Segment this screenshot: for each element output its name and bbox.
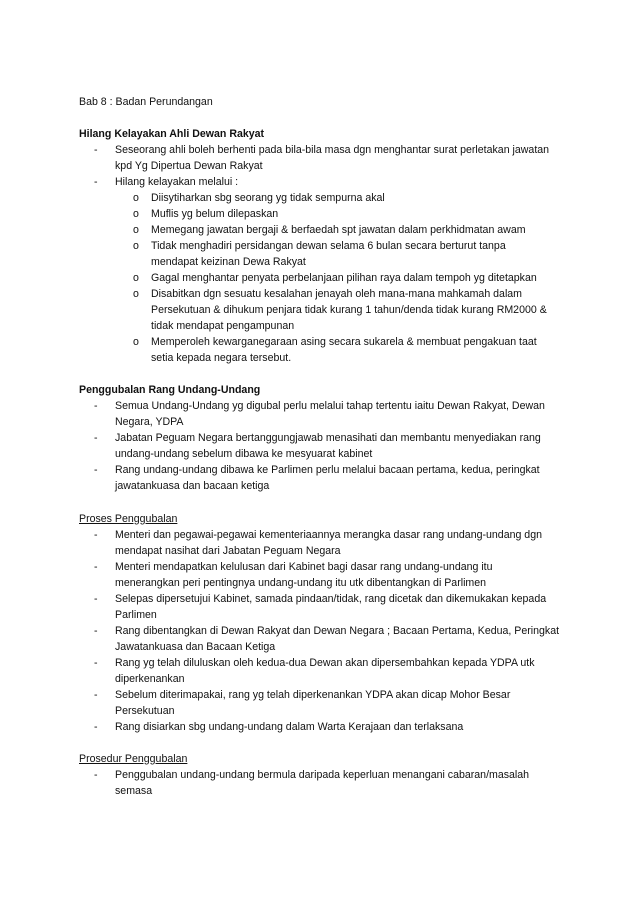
list-item: Sebelum diterimapakai, rang yg telah diperkenankan YDPA akan dicap Mohor Besar bbox=[115, 689, 511, 701]
sub-list-item: Memperoleh kewarganegaraan asing secara sukarela & membuat pengakuan taat bbox=[151, 336, 537, 348]
list-item: Penggubalan undang-undang bermula daripada keperluan menangani cabaran/masalah bbox=[115, 769, 530, 781]
section-heading-proses-penggubalan: Proses Penggubalan bbox=[79, 513, 178, 525]
list-item-continuation: undang-undang sebelum dibawa ke mesyuarat kabinet bbox=[115, 448, 373, 460]
sub-list-item-continuation: tidak mendapat pengampunan bbox=[151, 320, 295, 332]
list-item: Rang dibentangkan di Dewan Rakyat dan Dewan Negara ; Bacaan Pertama, Kedua, Peringkat bbox=[115, 625, 560, 637]
list-item-continuation: Parlimen bbox=[115, 609, 157, 621]
list-item-continuation: mendapat nasihat dari Jabatan Peguam Negara bbox=[115, 545, 341, 557]
sub-list-item: Gagal menghantar penyata perbelanjaan pilihan raya dalam tempoh yg ditetapkan bbox=[151, 272, 537, 284]
sub-list-item: Diisytiharkan sbg seorang yg tidak sempurna akal bbox=[151, 192, 385, 204]
list-item-continuation: menerangkan peri pentingnya undang-undang itu utk dibentangkan di Parlimen bbox=[115, 577, 487, 589]
bullet-circle: o bbox=[133, 288, 139, 300]
sub-list-item: Muflis yg belum dilepaskan bbox=[151, 208, 279, 220]
list-item: Hilang kelayakan melalui : bbox=[115, 176, 239, 188]
bullet-dash: - bbox=[94, 464, 98, 476]
list-item-continuation: Negara, YDPA bbox=[115, 416, 184, 428]
bullet-circle: o bbox=[133, 208, 139, 220]
sub-list-item-continuation: Persekutuan & dihukum penjara tidak kurang 1 tahun/denda tidak kurang RM2000 & bbox=[151, 304, 547, 316]
bullet-dash: - bbox=[94, 689, 98, 701]
bullet-dash: - bbox=[94, 625, 98, 637]
bullet-dash: - bbox=[94, 176, 98, 188]
bullet-dash: - bbox=[94, 657, 98, 669]
bullet-dash: - bbox=[94, 400, 98, 412]
bullet-circle: o bbox=[133, 272, 139, 284]
list-item-continuation: kpd Yg Dipertua Dewan Rakyat bbox=[115, 160, 263, 172]
list-item-continuation: Persekutuan bbox=[115, 705, 175, 717]
chapter-title: Bab 8 : Badan Perundangan bbox=[79, 96, 213, 108]
bullet-circle: o bbox=[133, 336, 139, 348]
bullet-circle: o bbox=[133, 192, 139, 204]
list-item-continuation: semasa bbox=[115, 785, 153, 797]
list-item-continuation: diperkenankan bbox=[115, 673, 185, 685]
list-item: Rang undang-undang dibawa ke Parlimen perlu melalui bacaan pertama, kedua, peringkat bbox=[115, 464, 540, 476]
list-item: Jabatan Peguam Negara bertanggungjawab menasihati dan membantu menyediakan rang bbox=[115, 432, 541, 444]
list-item: Menteri mendapatkan kelulusan dari Kabinet bagi dasar rang undang-undang itu bbox=[115, 561, 493, 573]
bullet-circle: o bbox=[133, 224, 139, 236]
list-item: Menteri dan pegawai-pegawai kementeriaannya merangka dasar rang undang-undang dgn bbox=[115, 529, 542, 541]
sub-list-item: Disabitkan dgn sesuatu kesalahan jenayah oleh mana-mana mahkamah dalam bbox=[151, 288, 523, 300]
section-heading-penggubalan-rang: Penggubalan Rang Undang-Undang bbox=[79, 384, 261, 396]
bullet-circle: o bbox=[133, 240, 139, 252]
bullet-dash: - bbox=[94, 721, 98, 733]
bullet-dash: - bbox=[94, 593, 98, 605]
section-heading-prosedur-penggubalan: Prosedur Penggubalan bbox=[79, 753, 188, 765]
bullet-dash: - bbox=[94, 144, 98, 156]
sub-list-item: Memegang jawatan bergaji & berfaedah spt jawatan dalam perkhidmatan awam bbox=[151, 224, 526, 236]
list-item-continuation: jawatankuasa dan bacaan ketiga bbox=[115, 480, 270, 492]
sub-list-item: Tidak menghadiri persidangan dewan selama 6 bulan secara berturut tanpa bbox=[151, 240, 506, 252]
list-item: Rang disiarkan sbg undang-undang dalam Warta Kerajaan dan terlaksana bbox=[115, 721, 464, 733]
list-item-continuation: Jawatankuasa dan Bacaan Ketiga bbox=[115, 641, 276, 653]
list-item: Semua Undang-Undang yg digubal perlu melalui tahap tertentu iaitu Dewan Rakyat, Dewan bbox=[115, 400, 545, 412]
section-heading-hilang-kelayakan: Hilang Kelayakan Ahli Dewan Rakyat bbox=[79, 128, 265, 140]
bullet-dash: - bbox=[94, 561, 98, 573]
list-item: Selepas dipersetujui Kabinet, samada pindaan/tidak, rang dicetak dan dikemukakan kepada bbox=[115, 593, 547, 605]
bullet-dash: - bbox=[94, 769, 98, 781]
sub-list-item-continuation: mendapat keizinan Dewa Rakyat bbox=[151, 256, 306, 268]
bullet-dash: - bbox=[94, 529, 98, 541]
list-item: Rang yg telah diluluskan oleh kedua-dua Dewan akan dipersembahkan kepada YDPA utk bbox=[115, 657, 535, 669]
bullet-dash: - bbox=[94, 432, 98, 444]
list-item: Seseorang ahli boleh berhenti pada bila-bila masa dgn menghantar surat perletakan jawatan bbox=[115, 144, 550, 156]
sub-list-item-continuation: setia kepada negara tersebut. bbox=[151, 352, 292, 364]
